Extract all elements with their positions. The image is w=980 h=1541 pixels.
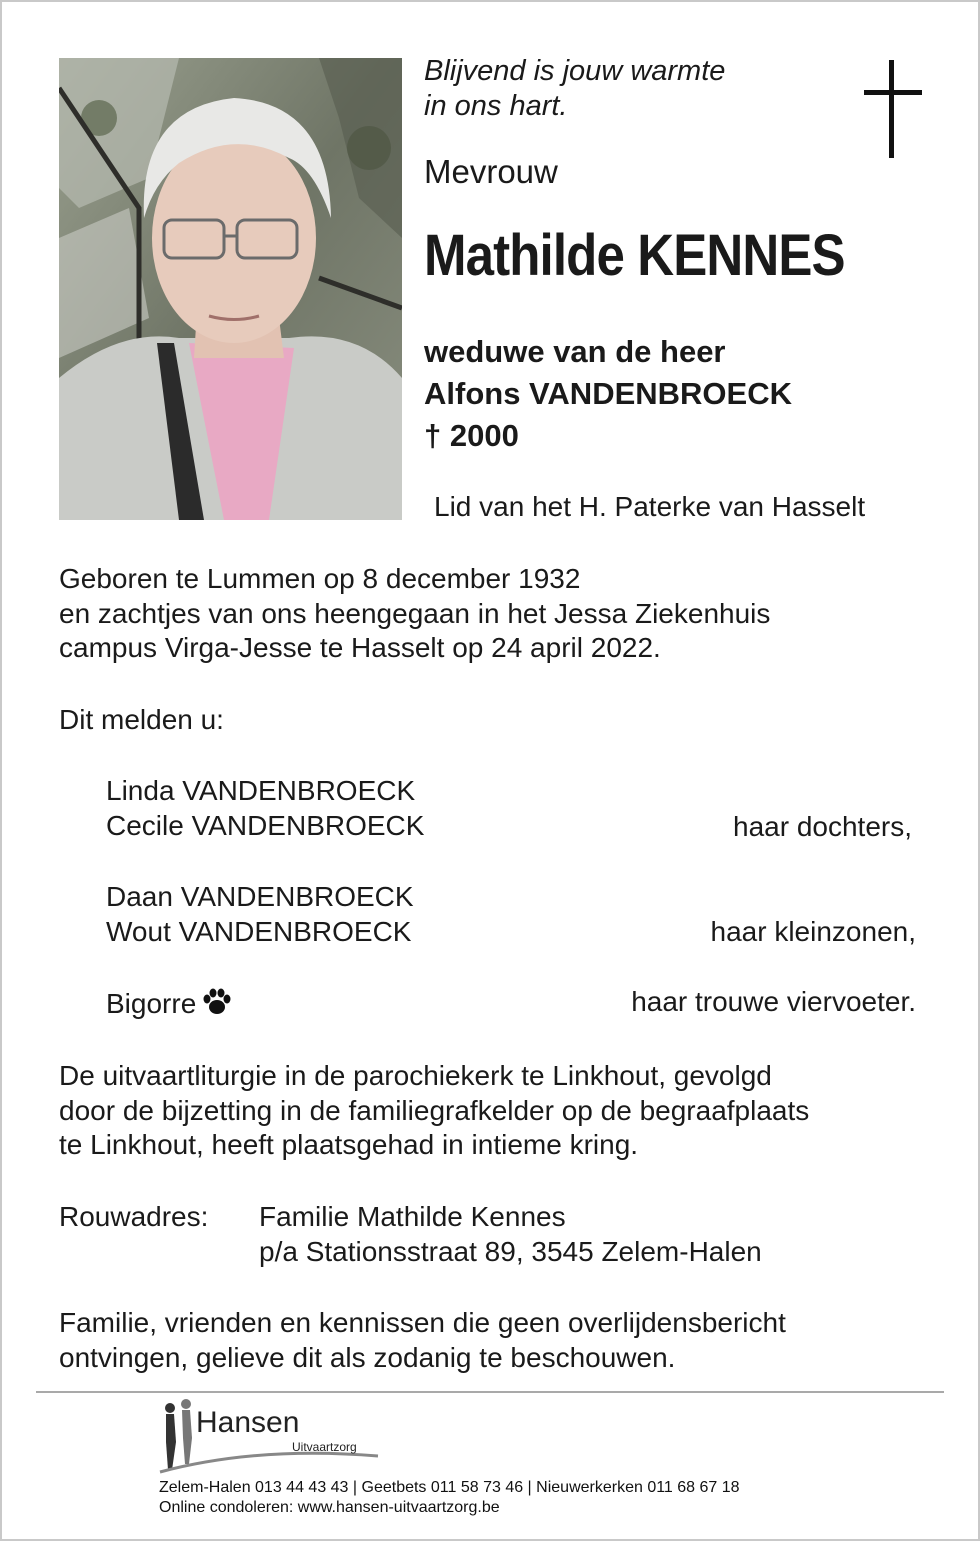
text-line: De uitvaartliturgie in de parochiekerk te Linkhout, gevolgd [59,1060,772,1091]
paw-icon [202,988,232,1024]
address-line: Familie Mathilde Kennes [259,1201,566,1232]
text-line: en zachtjes van ons heengegaan in het Jessa Ziekenhuis [59,597,771,629]
funeral-text [59,1059,809,1163]
closing-text [59,1306,786,1375]
widow-info [424,331,792,457]
membership: Lid van het H. Paterke van Hasselt [434,491,866,522]
footer-phones: Zelem-Halen 013 44 43 43 | Geetbets 011 58 73 46 | Nieuwerkerken 011 68 67 18 [159,1479,740,1496]
text-line: campus Virga-Jesse te Hasselt op 24 april 2022. [59,632,661,663]
relation-label: haar trouwe viervoeter. [631,986,916,1017]
family-name: Daan VANDENBROECK [106,881,414,912]
widow-line: † 2000 [424,418,519,453]
quote-line: in ons hart. [424,90,568,122]
text-line: door de bijzetting in de familiegrafkelder op de begraafplaats [59,1094,810,1126]
family-name: Cecile VANDENBROECK [106,810,425,841]
deceased-name: Mathilde KENNES [424,223,845,288]
announcers-intro: Dit melden u: [59,704,224,735]
footer-online: Online condoleren: www.hansen-uitvaartzorg.be [159,1499,500,1516]
logo-subtitle: Uitvaartzorg [292,1440,357,1454]
mourning-address [259,1200,762,1269]
pet-name: Bigorre [106,988,197,1019]
family-group-grandsons [106,879,414,949]
text-line: ontvingen, gelieve dit als zodanig te beschouwen. [59,1341,676,1373]
text-line: Geboren te Lummen op 8 december 1932 [59,563,581,594]
funeral-home-logo [158,1398,388,1476]
widow-line: weduwe van de heer [424,334,726,369]
text-line: Familie, vrienden en kennissen die geen overlijdensbericht [59,1307,786,1338]
logo-name: Hansen [196,1406,300,1439]
widow-line: Alfons VANDENBROECK [424,376,792,411]
relation-label: haar dochters, [733,811,912,842]
cross-icon [864,60,922,158]
family-group-daughters [106,773,424,843]
portrait-photo [59,58,402,520]
family-name: Wout VANDENBROECK [106,916,412,947]
family-name: Linda VANDENBROECK [106,775,416,806]
relation-label: haar kleinzonen, [710,916,916,947]
quote-line: Blijvend is jouw warmte [424,55,726,87]
address-label: Rouwadres: [59,1201,209,1232]
text-line: te Linkhout, heeft plaatsgehad in intieme kring. [59,1129,639,1160]
family-group-pet [106,986,232,1024]
birth-death-text [59,562,770,666]
address-line: p/a Stationsstraat 89, 3545 Zelem-Halen [259,1235,762,1267]
memorial-quote [424,54,725,124]
salutation: Mevrouw [424,153,558,190]
footer-divider [36,1391,944,1393]
